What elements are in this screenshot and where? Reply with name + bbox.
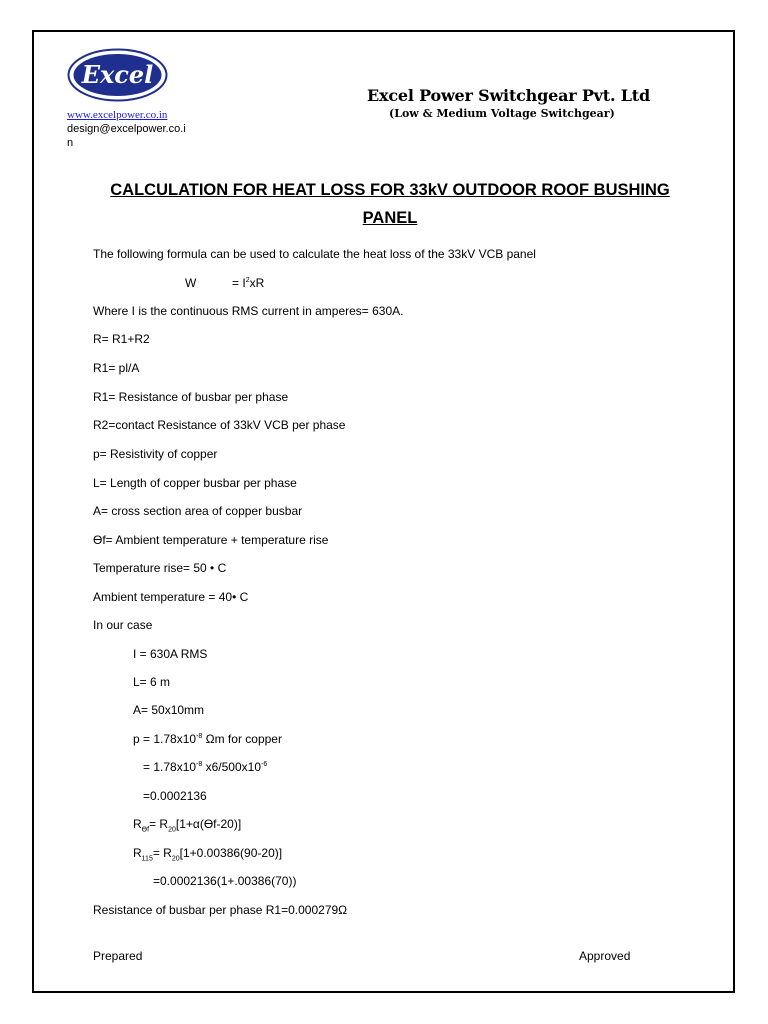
a-description: A= cross section area of copper busbar xyxy=(93,504,303,518)
r1-definition: R1= pl/A xyxy=(93,361,140,375)
l-value: L= 6 m xyxy=(133,675,171,689)
temperature-rise: Temperature rise= 50 • C xyxy=(93,561,227,575)
title-line-1: CALCULATION FOR HEAT LOSS FOR 33kV OUTDOOR ROOF BUSHING xyxy=(110,181,670,199)
ambient-temperature: Ambient temperature = 40• C xyxy=(93,590,249,604)
company-logo xyxy=(67,48,168,102)
r-definition: R= R1+R2 xyxy=(93,332,150,346)
calc-step-2: =0.0002136 xyxy=(143,789,207,803)
company-name: Excel Power Switchgear Pvt. Ltd xyxy=(367,86,650,105)
l-description: L= Length of copper busbar per phase xyxy=(93,476,297,490)
p-description: p= Resistivity of copper xyxy=(93,447,218,461)
logo-text: Excel xyxy=(81,60,154,89)
theta-description: ϴf= Ambient temperature + temperature rise xyxy=(93,533,329,547)
r-theta-formula: $R_{ϴf}= R_{20}[1+\alpha(ϴf-20)]$ xyxy=(133,817,242,834)
intro-text: The following formula can be used to calculate the heat loss of the 33kV VCB panel xyxy=(93,247,536,261)
a-value: A= 50x10mm xyxy=(133,703,205,717)
r2-description: R2=contact Resistance of 33kV VCB per phase xyxy=(93,418,346,432)
formula-w: W xyxy=(185,276,197,290)
document-title xyxy=(80,176,700,232)
email-text: design@excelpower.co.in xyxy=(67,123,186,149)
result-text: Resistance of busbar per phase R1=0.000279Ω xyxy=(93,903,348,917)
company-tagline: (Low & Medium Voltage Switchgear) xyxy=(389,107,615,120)
prepared-label: Prepared xyxy=(93,949,143,963)
approved-label: Approved xyxy=(579,949,631,963)
r1-description: R1= Resistance of busbar per phase xyxy=(93,390,289,404)
calc-step-3: =0.0002136(1+.00386(70)) xyxy=(153,874,297,888)
r115-formula: $R_{115}= R_{20}[1+0.00386(90-20)]$ xyxy=(133,846,283,863)
p-value: $p = 1.78x10^{-8}$ Ωm for copper xyxy=(133,732,282,746)
website-link[interactable]: www.excelpower.co.in xyxy=(67,109,168,121)
contact-block xyxy=(67,108,187,150)
calc-step-1: = $1.78x10^{-8}$ $x6/500x10^{-6}$ xyxy=(143,760,268,774)
title-line-2: PANEL xyxy=(362,209,418,227)
i-value: I = 630A RMS xyxy=(133,647,208,661)
our-case-heading: In our case xyxy=(93,618,153,632)
where-i-text: Where I is the continuous RMS current in amperes= 630A. xyxy=(93,304,404,318)
formula-expression: = $I^2xR$ xyxy=(232,276,265,290)
